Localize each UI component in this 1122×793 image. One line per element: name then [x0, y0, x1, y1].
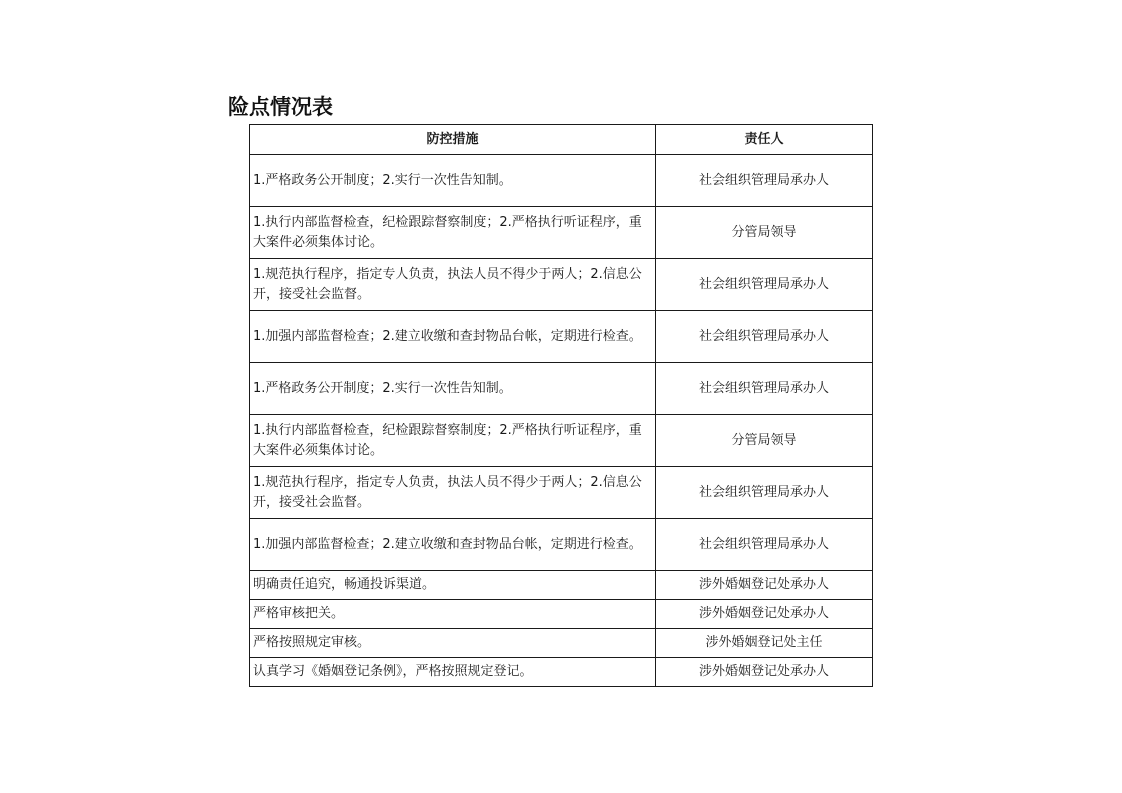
owner-cell: 社会组织管理局承办人	[656, 259, 873, 311]
owner-cell: 社会组织管理局承办人	[656, 519, 873, 571]
measure-cell: 1.规范执行程序，指定专人负责，执法人员不得少于两人；2.信息公开，接受社会监督。	[250, 467, 656, 519]
page-title-text: 险点情况表	[228, 95, 333, 119]
owner-cell: 涉外婚姻登记处承办人	[656, 571, 873, 600]
measure-cell: 1.加强内部监督检查；2.建立收缴和查封物品台帐，定期进行检查。	[250, 311, 656, 363]
measure-cell: 1.严格政务公开制度；2.实行一次性告知制。	[250, 155, 656, 207]
owner-cell: 分管局领导	[656, 415, 873, 467]
owner-cell: 涉外婚姻登记处承办人	[656, 658, 873, 687]
measure-cell: 明确责任追究，畅通投诉渠道。	[250, 571, 656, 600]
owner-cell: 社会组织管理局承办人	[656, 363, 873, 415]
table-row	[250, 600, 873, 629]
measure-cell: 1.执行内部监督检查，纪检跟踪督察制度；2.严格执行听证程序，重大案件必须集体讨论。	[250, 415, 656, 467]
column-header-owner: 责任人	[656, 125, 873, 155]
table-row	[250, 207, 873, 259]
owner-cell: 社会组织管理局承办人	[656, 155, 873, 207]
measure-cell: 严格审核把关。	[250, 600, 656, 629]
table-row	[250, 415, 873, 467]
table-header-row	[250, 125, 873, 155]
measure-cell: 1.规范执行程序，指定专人负责，执法人员不得少于两人；2.信息公开，接受社会监督。	[250, 259, 656, 311]
measure-cell: 1.执行内部监督检查，纪检跟踪督察制度；2.严格执行听证程序，重大案件必须集体讨论。	[250, 207, 656, 259]
measure-cell: 1.加强内部监督检查；2.建立收缴和查封物品台帐，定期进行检查。	[250, 519, 656, 571]
table-row	[250, 363, 873, 415]
table-row	[250, 658, 873, 687]
owner-cell: 涉外婚姻登记处承办人	[656, 600, 873, 629]
table-row	[250, 259, 873, 311]
page-title	[228, 92, 445, 122]
owner-cell: 社会组织管理局承办人	[656, 311, 873, 363]
table-row	[250, 311, 873, 363]
table-row	[250, 467, 873, 519]
measure-cell: 严格按照规定审核。	[250, 629, 656, 658]
table-row	[250, 519, 873, 571]
risk-control-table	[249, 124, 873, 687]
owner-cell: 分管局领导	[656, 207, 873, 259]
owner-cell: 社会组织管理局承办人	[656, 467, 873, 519]
column-header-measures: 防控措施	[250, 125, 656, 155]
owner-cell: 涉外婚姻登记处主任	[656, 629, 873, 658]
table-row	[250, 629, 873, 658]
table-row	[250, 571, 873, 600]
measure-cell: 1.严格政务公开制度；2.实行一次性告知制。	[250, 363, 656, 415]
table-row	[250, 155, 873, 207]
measure-cell: 认真学习《婚姻登记条例》，严格按照规定登记。	[250, 658, 656, 687]
